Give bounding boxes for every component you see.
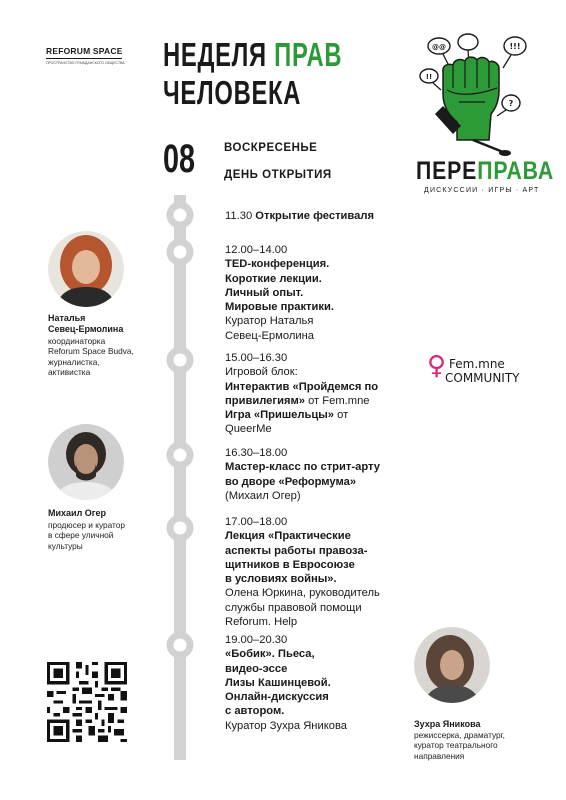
event-mixed-line: [225, 394, 425, 408]
person-name-line: Наталья: [48, 313, 86, 323]
title-word-week: НЕДЕЛЯ: [163, 36, 267, 73]
event-time: 19.00–20.30: [225, 634, 288, 646]
timeline-node-6: [170, 635, 190, 655]
timeline-node-1: [170, 205, 190, 225]
event-title-line: Лекция «Практические: [225, 530, 351, 543]
event-title-line: Мировые практики.: [225, 301, 334, 314]
event-title-line: «Бобик». Пьеса,: [225, 648, 315, 661]
event-detail-line: службы правовой помощи: [225, 601, 362, 614]
event-detail-line: Олена Юркина, руководитель: [225, 587, 380, 600]
event-bobik: [225, 633, 425, 733]
avatar-natalia: [48, 231, 124, 307]
person-desc-line: активистка: [48, 366, 91, 377]
partner-line-2: COMMUNITY: [445, 371, 520, 385]
event-mixed-line: [225, 408, 425, 422]
event-title-line: Лизы Кашинцевой.: [225, 676, 331, 689]
event-opening: [225, 209, 425, 223]
festival-name-a: ПЕРЕ: [416, 157, 478, 185]
event-time: 17.00–18.00: [225, 516, 288, 528]
event-detail-line: Reforum. Help: [225, 616, 298, 629]
event-title-line: Мастер-класс по стрит-арту: [225, 461, 380, 474]
person-desc-mikhail: [48, 520, 125, 551]
title-word-rights: ПРАВ: [274, 36, 343, 73]
partner-line-1: Fem.mne: [449, 357, 505, 371]
event-time: 15.00–16.30: [225, 352, 288, 364]
title-word-human: ЧЕЛОВЕКА: [163, 74, 302, 111]
event-title-line: Короткие лекции.: [225, 272, 322, 285]
event-ted: [225, 243, 425, 343]
event-line: [225, 209, 425, 223]
bubble-text-2: !!!: [509, 42, 521, 51]
event-time: 12.00–14.00: [225, 244, 288, 256]
event-detail-line: Куратор Зухра Яникова: [225, 719, 348, 732]
page-title: [163, 36, 342, 112]
event-detail-line: Куратор Наталья: [225, 315, 314, 328]
event-detail-line: (Михаил Огер): [225, 489, 301, 502]
event-title-line: в условиях войны».: [225, 573, 337, 586]
event-detail-line: QueerMe: [225, 423, 272, 436]
event-detail-part: от: [334, 409, 349, 422]
event-detail-line: Севец-Ермолина: [225, 329, 315, 342]
festival-tagline: ДИСКУССИИ · ИГРЫ · АРТ: [424, 187, 540, 194]
bubble-text-1: @@: [432, 43, 446, 51]
bubble-text-3: !!: [425, 73, 433, 81]
person-desc-line: координаторка: [48, 336, 106, 346]
person-desc-line: в сфере уличной: [48, 530, 114, 541]
person-desc-line: направления: [414, 750, 465, 761]
person-name-zukhra: Зухра Яникова: [414, 719, 481, 729]
event-time: 16.30–18.00: [225, 447, 288, 459]
avatar-zukhra: [414, 627, 490, 703]
festival-name-b: ПРАВА: [477, 157, 555, 185]
person-desc-line: журналистка,: [48, 356, 100, 367]
fem-mne-community-logo: [425, 350, 535, 390]
person-desc-line: культуры: [48, 540, 83, 551]
avatar-mikhail: [48, 424, 124, 500]
event-time: 11.30: [225, 210, 256, 222]
timeline-track: [160, 195, 200, 760]
fist-logo-icon: [413, 30, 531, 160]
event-detail-part: от Fem.mne: [304, 394, 370, 407]
female-symbol-icon: ♀: [427, 351, 447, 381]
event-title-line: аспекты работы правоза-: [225, 544, 368, 557]
festival-name: [416, 157, 554, 186]
person-desc-line: куратор театрального: [414, 740, 498, 751]
event-title-line: видео-эссе: [225, 662, 288, 675]
timeline-node-2: [170, 242, 190, 262]
event-title-line: Онлайн-дискуссия: [225, 691, 329, 704]
person-desc-line: Reforum Space Budva,: [48, 346, 134, 357]
timeline-node-4: [170, 445, 190, 465]
day-number: 08: [163, 137, 196, 181]
timeline-line: [174, 195, 186, 760]
event-lecture: [225, 515, 425, 629]
event-title-line: TED-конференция.: [225, 258, 330, 271]
event-title-part: привилегиям»: [225, 394, 305, 407]
weekday-label: ВОСКРЕСЕНЬЕ: [224, 142, 318, 154]
event-detail-line: Игровой блок:: [225, 366, 298, 379]
day-name-label: ДЕНЬ ОТКРЫТИЯ: [224, 169, 332, 181]
timeline-node-3: [170, 350, 190, 370]
brand-name: REFORUM SPACE: [46, 46, 123, 56]
person-name-mikhail: Михаил Огер: [48, 508, 107, 518]
event-title-line: Интерактив «Пройдемся по: [225, 380, 379, 393]
event-title-part: Игра «Пришельцы»: [225, 409, 335, 422]
reforum-space-logo: [46, 46, 124, 65]
person-name-natalia: [48, 313, 123, 335]
brand-tagline: ПРОСТРАНСТВО ГРАЖДАНСКОГО ОБЩЕСТВА: [46, 61, 125, 65]
person-desc-zukhra: [414, 730, 505, 761]
qr-code-icon[interactable]: [47, 662, 127, 742]
event-street-art: [225, 446, 425, 503]
person-desc-line: режиссерка, драматург,: [414, 730, 505, 740]
person-name-line: Севец-Ермолина: [48, 324, 124, 334]
bubble-text-4: ?: [508, 99, 514, 108]
timeline-node-5: [170, 518, 190, 538]
event-title: Открытие фестиваля: [255, 210, 375, 222]
person-desc-line: продюсер и куратор: [48, 520, 125, 530]
event-title-line: с автором.: [225, 705, 285, 718]
event-title-line: во дворе «Реформума»: [225, 475, 357, 488]
event-title-line: щитников в Евросоюзе: [225, 558, 355, 571]
event-games: [225, 351, 425, 437]
person-desc-natalia: [48, 336, 134, 377]
event-title-line: Личный опыт.: [225, 286, 304, 299]
brand-divider: [46, 58, 122, 59]
